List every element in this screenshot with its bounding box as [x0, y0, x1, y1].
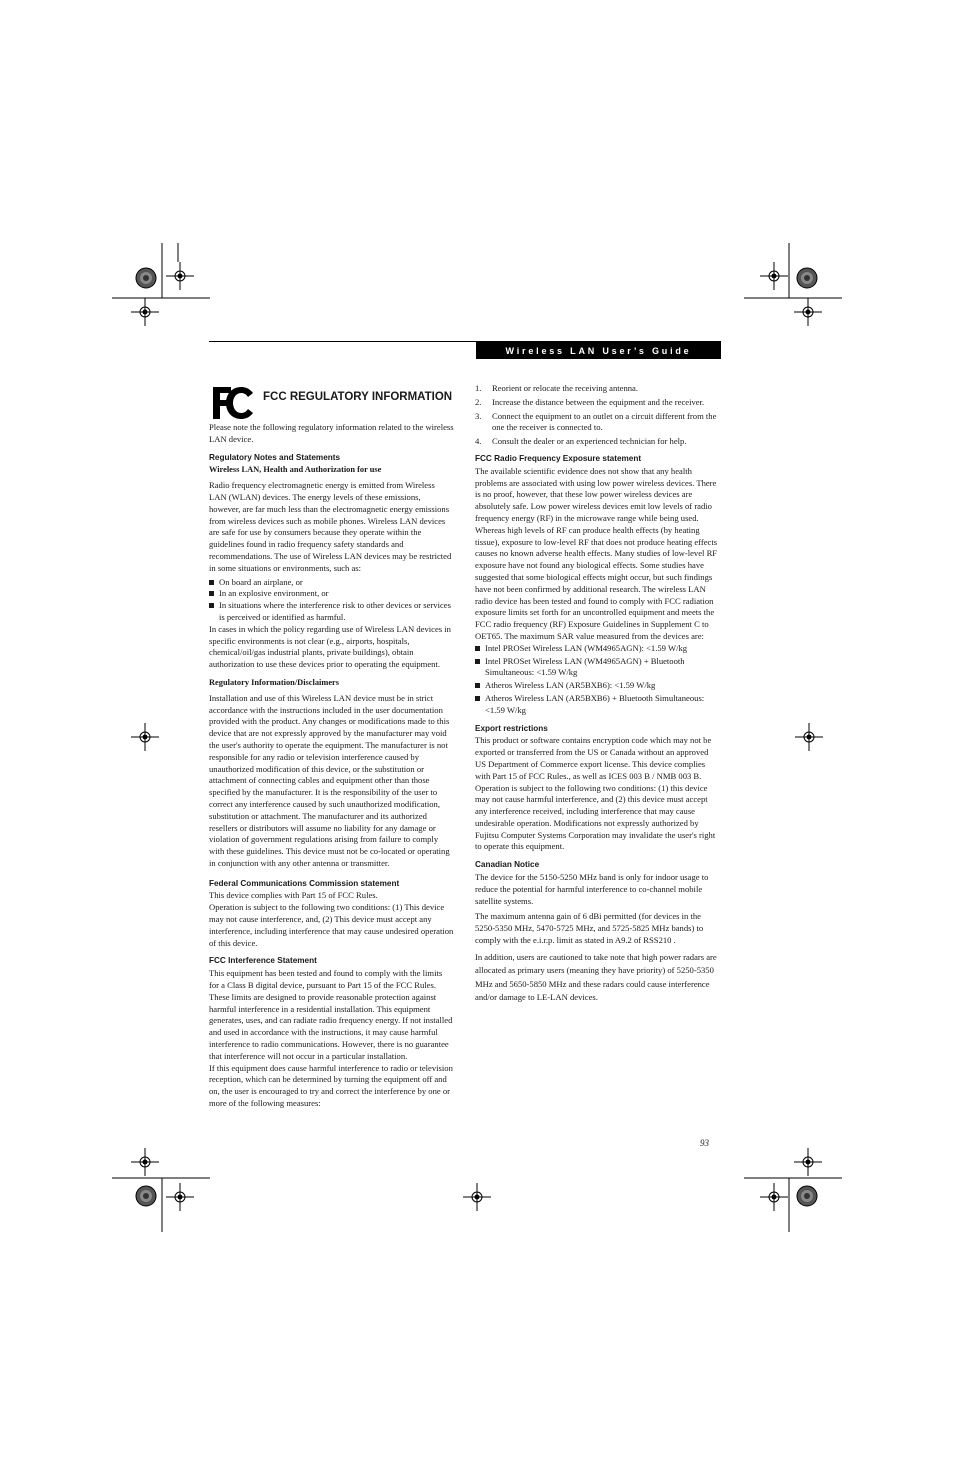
sar-list	[475, 643, 720, 717]
left-column	[209, 384, 454, 1112]
heading-rf-exposure: FCC Radio Frequency Exposure statement	[475, 453, 642, 463]
heading-regulatory-notes: Regulatory Notes and Statements	[209, 452, 341, 462]
heading-export: Export restrictions	[475, 723, 548, 733]
item-number: 4.	[475, 436, 482, 447]
subheading-wlan-health: Wireless LAN, Health and Authorization for use	[209, 465, 382, 475]
paragraph-class-b: This equipment has been tested and found to comply with the limits for a Class B digital device, pursuant to Part 15 of the FCC Rules. These limits are designed to provide reasonable protection against harmful interference in a residential installation. This equipment generates, uses, and can radiate radio frequency energy. If not installed and used in accordance with the instructions, it may cause harmful interference to radio communications. However, there is no guarantee that interference will not occur in a particular installation.	[209, 968, 453, 1061]
paragraph-rf-energy: Radio frequency electromagnetic energy is emitted from Wireless LAN (WLAN) devices. The energy levels of these emissions, however, are far much less than the electromagnetic energy emissions from wireless devices such as mobile phones. Wireless LAN devices are safe for use by consumers because they operate within the guidelines found in radio frequency safety standards and recommendations. The use of Wireless LAN devices may be restricted in some situations or environments, such as:	[209, 480, 452, 573]
heading-canadian-notice: Canadian Notice	[475, 860, 540, 870]
item-text: Increase the distance between the equipment and the receiver.	[492, 396, 705, 407]
heading-disclaimers: Regulatory Information/Disclaimers	[209, 677, 340, 687]
item-number: 3.	[475, 410, 482, 421]
restriction-list	[209, 577, 454, 624]
item-number: 1.	[475, 383, 482, 393]
list-item	[475, 436, 720, 448]
list-item: Intel PROSet Wireless LAN (WM4965AGN) + Bluetooth Simultaneous: <1.59 W/kg	[475, 656, 720, 680]
list-item	[475, 397, 720, 409]
fcc-heading	[209, 384, 454, 422]
heading-fcc-statement: Federal Communications Commission statement	[209, 878, 400, 888]
list-item	[475, 411, 720, 435]
paragraph-export: This product or software contains encryption code which may not be exported or transferred from the US or Canada without an approved US Department of Commerce export license. This device complies with Part 15 of FCC Rules., as well as ICES 003 B / NMB 003 B. Operation is subject to the following two conditions: (1) this device may not cause harmful interference, and (2) this device must accept any interference received, including interference that may cause undesirable operation. Modifications not expressly authorized by Fujitsu Computer Systems Corporation may invalidate the user's right to operate this equipment.	[475, 735, 716, 852]
list-item: Atheros Wireless LAN (AR5BXB6): <1.59 W/kg	[475, 680, 720, 692]
item-number: 2.	[475, 396, 482, 407]
paragraph-conditions: Operation is subject to the following two conditions: (1) This device may not cause interference, and, (2) This device must accept any interference, including interference that may cause undesired operation of this device.	[209, 902, 454, 948]
list-item: In situations where the interference risk to other devices or services is perceived or identified as harmful.	[209, 600, 454, 624]
paragraph-rf-evidence: The available scientific evidence does not show that any health problems are associated with using low power wireless devices. There is no proof, however, that these low power wireless devices are absolutely safe. Low power wireless devices emit low levels of radio frequency energy (RF) in the microwave range while being used. Whereas high levels of RF can produce health effects (by heating tissue), exposure to low-level RF that does not produce heating effects causes no known adverse health effects. Many studies of low-level RF exposure have not found any biological effects. Some studies have suggested that some biological effects might occur, but such findings have not been confirmed by additional research. The wireless LAN radio device has been tested and found to comply with FCC radiation exposure limits set forth for an uncontrolled equipment and meets the FCC radio frequency (RF) Exposure Guidelines in Supplement C to OET65. The maximum SAR value measured from the devices are:	[475, 465, 718, 641]
paragraph-part15: This device complies with Part 15 of FCC Rules.	[209, 890, 378, 901]
section-title: FCC REGULATORY INFORMATION	[263, 391, 453, 404]
item-text: Consult the dealer or an experienced technician for help.	[492, 436, 687, 447]
list-item: In an explosive environment, or	[209, 588, 454, 600]
list-item: On board an airplane, or	[209, 577, 454, 589]
running-header: Wireless LAN User’s Guide	[476, 342, 721, 359]
list-item: Intel PROSet Wireless LAN (WM4965AGN): <1.59 W/kg	[475, 643, 720, 655]
paragraph-antenna-gain: The maximum antenna gain of 6 dBi permitted (for devices in the 5250-5350 MHz, 5470-5725 MHz, and 5725-5825 MHz bands) to comply with the e.i.r.p. limit as stated in A9.2 of RSS210 .	[475, 911, 704, 946]
paragraph-radars: In addition, users are cautioned to take note that high power radars are allocated as primary users (meaning they have priority) of 5250-5350 MHz and 5650-5850 MHz and these radars could cause interference and/or damage to LE-LAN devices.	[475, 951, 717, 1003]
right-column	[475, 383, 720, 1007]
paragraph-installation: Installation and use of this Wireless LAN device must be in strict accordance with the instructions included in the user documentation provided with the product. Any changes or modifications made to this device that are not expressly approved by the manufacturer may void the user's authority to operate the equipment. The manufacturer is not responsible for any radio or television interference caused by unauthorized modification of this device, or the substitution or attachment of connecting cables and equipment other than those specified by the manufacturer. It is the responsibility of the user to correct any interference caused by such unauthorized modification, substitution or attachment. The manufacturer and its authorized resellers or distributors will assume no liability for any damage or violation of government regulations arising from failure to comply with these guidelines. This device must not be co-located or operating in conjunction with any other antenna or transmitter.	[209, 692, 450, 868]
list-item	[475, 383, 720, 395]
fcc-logo	[209, 385, 257, 421]
paragraph-policy: In cases in which the policy regarding use of Wireless LAN devices in specific environments is not clear (e.g., airports, hospitals, chemical/oil/gas industrial plants, private buildings), obtain authorization to use these devices prior to operating the equipment.	[209, 623, 451, 670]
list-item: Atheros Wireless LAN (AR5BXB6) + Bluetooth Simultaneous: <1.59 W/kg	[475, 693, 720, 717]
page-number: 93	[700, 1138, 709, 1148]
measures-list	[475, 383, 720, 448]
heading-interference: FCC Interference Statement	[209, 956, 317, 966]
item-text: Connect the equipment to an outlet on a circuit different from the one the receiver is connected to.	[492, 410, 717, 433]
intro-text: Please note the following regulatory information related to the wireless LAN device.	[209, 422, 454, 444]
item-text: Reorient or relocate the receiving antenna.	[492, 383, 639, 393]
paragraph-measures: If this equipment does cause harmful interference to radio or television reception, which can be determined by turning the equipment off and on, the user is encouraged to try and correct the interference by one or more of the following measures:	[209, 1062, 453, 1109]
paragraph-indoor-usage: The device for the 5150-5250 MHz band is only for indoor usage to reduce the potential for harmful interference to co-channel mobile satellite systems.	[475, 872, 709, 906]
